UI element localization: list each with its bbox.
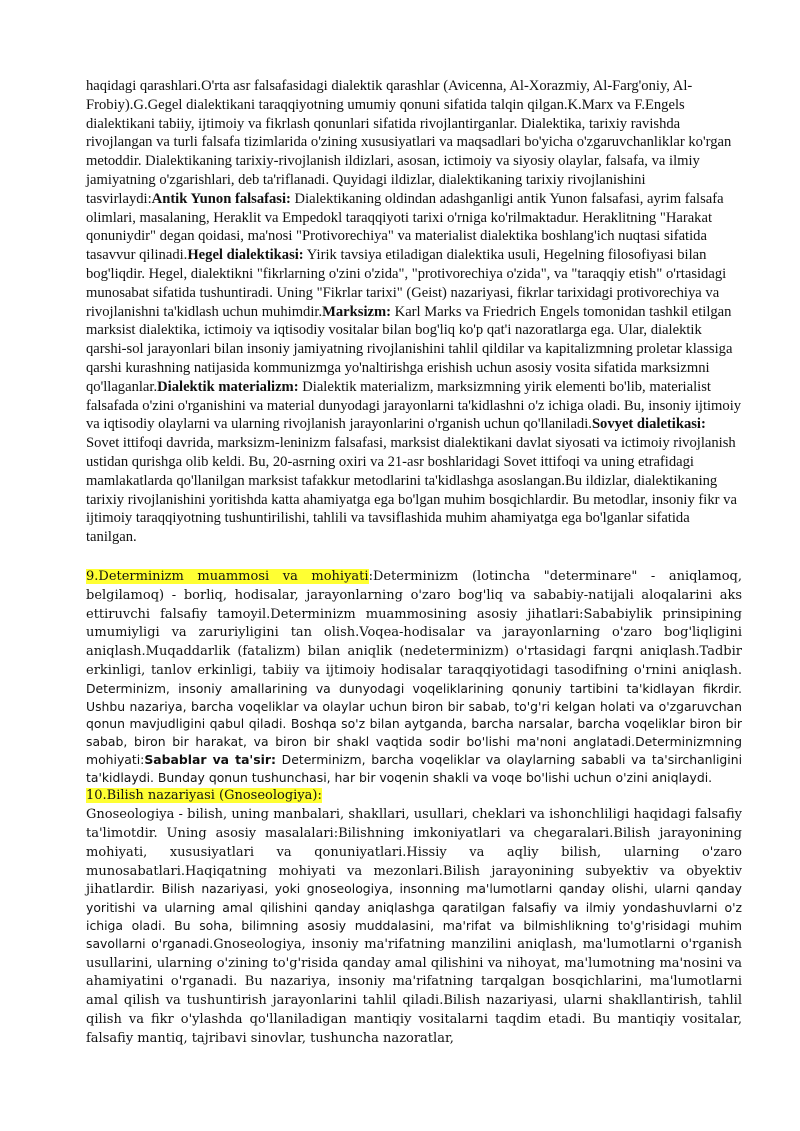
text-run: Bilish nazariyasi, yoki gnoseologiya, insonning ma'lumotlarni qanday olishi, ularni qanday yoritishi va ularning amal qilishini qanday aniqlashga qaratilgan falsafiy va ilmiy yondashuvlarni o'z ichiga oladi. Bu soha, bilimning asosiy muddalasini, ma'rifat va bilmishlikning to'g'risidagi muhim savollarni o'rganadi. [86, 881, 742, 951]
bold-term-sabablar: Sabablar va ta'sir: [144, 751, 276, 767]
section-heading-bilish: 10.Bilish nazariyasi (Gnoseologiya): [86, 788, 322, 804]
text-run: :Determinizm (lotincha "determinare" - aniqlamoq, belgilamoq) - borliq, hodisalar, jarayonlarning o'zaro bog'liq va sababiy-natijali aloqalarini aks ettiruvchi falsafiy tamoyil.Determinizm muammosining asosiy jihatlari:Sababiylik prinsipining umumiyligi va zaruriyligini tan olish.Voqea-hodisalar va jarayonlarning o'zaro bog'liqligini aniqlash.Muqaddarlik (fatalizm) bilan aniqlik (nedeterminizm) o'rtasidagi farqni aniqlash.Tadbir erkinligi, tanlov erkinligi, tabiiy va ijtimoiy hodisalar taraqqiyotidagi tasodifning o'rnini aniqlash. [86, 568, 742, 678]
section-heading-determinizm: 9.Determinizm muammosi va mohiyati [86, 568, 369, 584]
bold-term-sovyet: Sovyet dialetikasi: [591, 416, 706, 433]
document-page [86, 77, 742, 1048]
text-run: Determinizm, barcha voqeliklar va olaylarning sababli va ta'sirchanligini ta'kidlaydi. Bunday qonun tushunchasi, har bir voqenin shakli va voqe bo'lishi uchun o'zini aniqlaydi. [86, 751, 743, 785]
text-run: Sovet ittifoqi davrida, marksizm-leninizm falsafasi, marksist dialektikani davlat siyosati va ictimoiy rivojlanish ustidan qurishga olib keldi. Bu, 20-asrning oxiri va 21-asr boshlaridagi Sovet ittifoqi va uning etrafidagi mamlakatlarda qo'llanilgan marksist tafakkur metodlarini ta'kidlashga asoslangan.Bu ildizlar, dialektikaning tarixiy rivojlanishini yoritishda katta ahamiyatga ega bo'lgan muhim bosqichlardir. Bu metodlar, insoniy fikr va ijtimoiy taraqqiyotning tushuntirilishi, tahlili va tavsiflashida muhim ahamiyatga ega bo'lganlar sifatida tanilgan. [86, 435, 737, 546]
text-run: Dialektikaning oldindan adashganligi antik Yunon falsafasi, ayrim falsafa olimlari, masalaning, Heraklit va Empedokl taraqqiyoti tarixi o'rniga ko'rilmaktadur. Heraklitning "Harakat qonuniydir" degan qoidasi, ma'nosi "Protivorechiya" va materialist dialektika boshlang'ich nuqtasi sifatida tasavvur qilinadi. [86, 190, 724, 264]
text-run: Karl Marks va Friedrich Engels tomonidan tashkil etilgan marksist dialektika, ictimoiy va iqtisodiy vositalar bilan bog'liq ko'p qat'i nazoratlarga ega. Ular, dialektik qarshi-sol jarayonlari bilan insoniy jamiyatning rivojlanishini tahlil qildilar va kapitalizmning proletar klassiga qarshi kurashning natijasida kommunizmga yo'naltirishga erishish uchun asosiy vosita sifatida marksizmni qo'llaganlar. [86, 303, 733, 395]
spacer [86, 547, 742, 567]
text-run: Dialektik materializm, marksizmning yirik elementi bo'lib, materialist falsafada o'zini o'rganishini va material dunyodagi jarayonlarni ta'kidlashni o'z ichiga oladi. Bu, insoniy ijtimoiy va iqtisodiy olaylarni va ularning rivojlanish jarayonlarini o'rganish uchun qo'llaniladi. [86, 378, 742, 433]
section-bilish-nazariyasi [86, 786, 742, 1047]
bold-term-dialektik-materializm: Dialektik materializm: [157, 378, 299, 395]
bold-term-antik-yunon: Antik Yunon falsafasi: [151, 190, 291, 207]
text-run: Yirik tavsiya etiladigan dialektika usuli, Hegelning filosofiyasi bilan bog'liqdir. Hegel, dialektikni "fikrlarning o'zini o'zida", "protivorechiya o'zida", va "taraqqiy etish" o'rtasidagi munosabat sifatida tushuntiradi. Uning "Fikrlar tarixi" (Geist) nazariyasi, fikrlar tarixidagi protivorechiya va rivojlanishni ta'kidlash uchun muhimdir. [86, 247, 727, 320]
bold-term-marksizm: Marksizm: [322, 303, 392, 320]
bold-term-hegel: Hegel dialektikasi: [187, 247, 304, 264]
paragraph-dialectics-history [86, 77, 742, 547]
text-run: haqidagi qarashlari.O'rta asr falsafasidagi dialektik qarashlar (Avicenna, Al-Xorazmiy, Al-Farg'oniy, Al-Frobiy).G.Gegel dialektikani taraqqiyotning umumiy qonuni sifatida talqin qilgan.K.Marx va F.Engels dialektikani tabiiy, ijtimoiy va fikrlash qonunlari sifatida rivojlantirganlar. Dialektika, tarixiy ravishda rivojlangan va turli falsafa tizimlarida o'zining xususiyatlari va maqsadlari bo'yicha o'zgaruvchanliklar ko'rgan metoddir. Dialektikaning tarixiy-rivojlanish ildizlari, asosan, ictimoiy va siyosiy olaylar, falsafa, va ilmiy jamiyatning o'zgarishlari, deb ta'riflanadi. Quyidagi ildizlar, dialektikaning tarixiy rivojlanishini tasvirlaydi: [86, 78, 732, 207]
text-run: Determinizm, insoniy amallarining va dunyodagi voqeliklarining qonuniy tartibini ta'kidlayan fikrdir. Ushbu nazariya, barcha voqeliklar va olaylar uchun biron bir sabab, to'g'ri kelgan holati va o'zgaruvchan qonun mavjudligini qabul qiladi. Boshqa so'z bilan aytganda, barcha narsalar, barcha voqeliklar biron bir sabab, biron bir harakat, va biron bir shakl vaqtida sodir bo'lishi ma'noni anglatadi.Determinizmning mohiyati: [86, 680, 742, 767]
text-run: Gnoseologiya, insoniy ma'rifatning manzilini aniqlash, ma'lumotlarni o'rganish usullarini, ularning o'zining to'g'risida qanday amal qilishini va nihoyat, ma'lumotning ma'nosini va ahamiyatini o'rganadi. Bu nazariya, insoniy ma'rifatning tarqalgan bosqichlarini, ma'lumotlarni amal qilish va tushuntirish jarayonlarini tahlil qiladi.Bilish nazariyasi, ularni shakllantirish, tahlil qilish va fikr o'ylashda qo'llaniladigan mantiqiy vositalarni taqdim etadi. Bu mantiqiy vositalar, falsafiy mantiq, tajribavi sinovlar, tushuncha nazoratlar, [86, 936, 742, 1046]
text-run: Gnoseologiya - bilish, uning manbalari, shakllari, usullari, cheklari va ishonchliligi haqidagi falsafiy ta'limotdir. Uning asosiy masalalari:Bilishning imkoniyatlari va chegaralari.Bilish jarayonining mohiyati, xususiyatlari va qonuniyatlari.Hissiy va aqliy bilish, ularning o'zaro munosabatlari.Haqiqatning mohiyati va mezonlari.Bilish jarayonining subyektiv va obyektiv jihatlardir. [86, 807, 742, 898]
section-determinizm [86, 567, 742, 787]
